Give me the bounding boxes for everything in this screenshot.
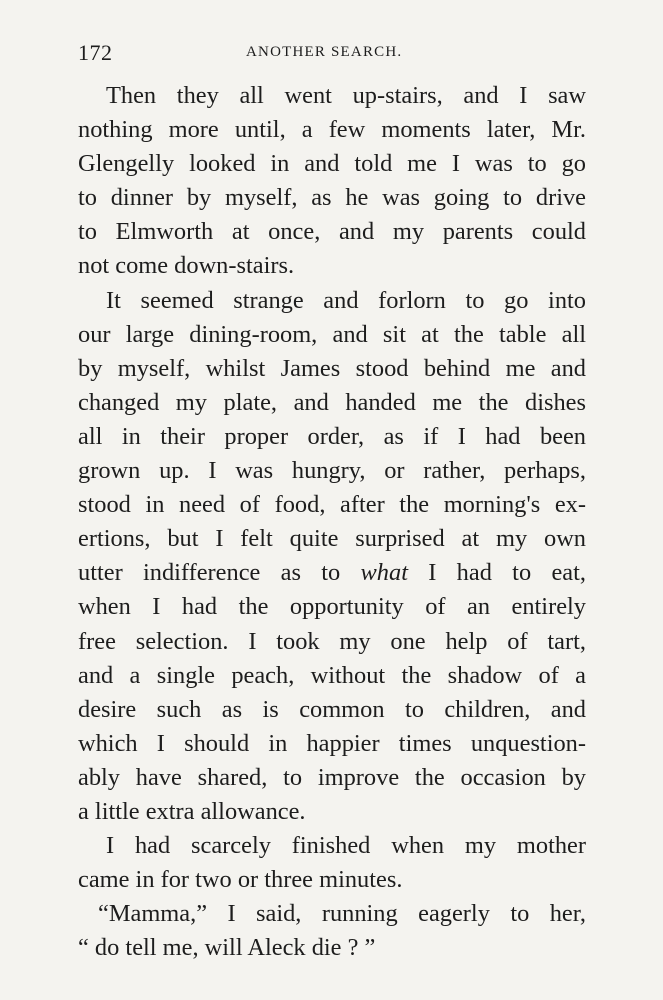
text-line: and a single peach, without the shadow of a [78,661,586,689]
running-head [78,40,586,66]
text-line: our large dining-room, and sit at the table all [78,320,586,348]
page-number: 172 [78,40,113,65]
text-line: Then they all went up-stairs, and I saw [106,82,586,109]
text-line: grown up. I was hungry, or rather, perhaps, [78,457,586,485]
text-line: desire such as is common to children, and [78,695,586,723]
text-line: when I had the opportunity of an entirely [78,593,586,621]
text-line: came in for two or three minutes. [78,866,403,894]
text-line: to Elmworth at once, and my parents could [78,218,586,246]
text-line: Glengelly looked in and told me I was to go [78,150,586,178]
chapter-title: ANOTHER SEARCH. [246,44,403,60]
text-line-with-italic [78,556,586,590]
text-line: which I should in happier times unquestion- [78,729,586,757]
text-fragment: I had to eat, [428,559,586,587]
text-line: It seemed strange and forlorn to go into [106,286,586,314]
italic-word: what [360,559,408,587]
text-line: by myself, whilst James stood behind me and [78,354,586,382]
text-line: ertions, but I felt quite surprised at my own [78,525,586,553]
text-line: free selection. I took my one help of tart, [78,627,586,655]
text-line: to dinner by myself, as he was going to drive [78,184,586,212]
text-line: a little extra allowance. [78,797,306,825]
text-line: stood in need of food, after the morning's ex- [78,491,586,519]
text-line: ably have shared, to improve the occasion by [78,763,586,791]
text-line: changed my plate, and handed me the dishes [78,388,586,416]
text-line: nothing more until, a few moments later, Mr. [78,116,586,144]
text-line: not come down-stairs. [78,252,295,280]
text-line: all in their proper order, as if I had been [78,422,586,450]
text-line: I had scarcely finished when my mother [106,832,586,860]
text-line: “Mamma,” I said, running eagerly to her, [98,900,586,928]
text-fragment: utter indifference as to [78,559,341,587]
text-line: “ do tell me, will Aleck die ? ” [78,934,376,962]
body-text [78,79,586,965]
